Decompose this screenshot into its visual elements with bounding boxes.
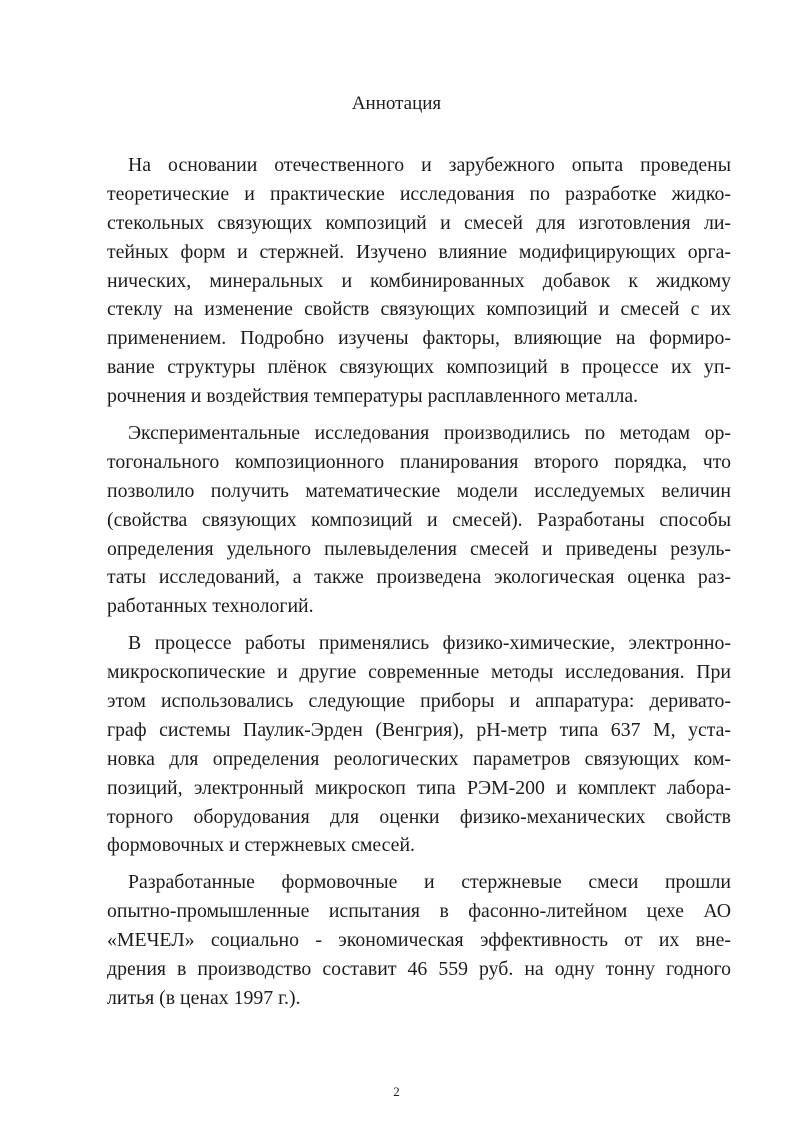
paragraph [107, 868, 731, 1012]
text-line: определения удельного пылевыделения смесей и приведены резуль- [107, 537, 731, 560]
text-line: граф системы Паулик-Эрден (Венгрия), рН-метр типа 637 М, уста- [107, 718, 731, 741]
text-line: вание структуры плёнок связующих композиций в процессе их уп- [107, 356, 731, 379]
text-line: тейных форм и стержней. Изучено влияние модифицирующих орга- [107, 240, 731, 263]
text-line: дрения в производство составит 46 559 руб. на одну тонну годного [107, 958, 731, 981]
text-line: микроскопические и другие современные методы исследования. При [107, 661, 731, 684]
text-line: Экспериментальные исследования производились по методам ор- [128, 422, 731, 445]
text-line: работанных технологий. [107, 595, 314, 618]
paragraph [107, 629, 731, 860]
text-line: формовочных и стержневых смесей. [107, 834, 415, 857]
text-line: этом использовались следующие приборы и аппаратура: деривато- [107, 690, 731, 713]
paragraph [107, 419, 731, 621]
text-line: нических, минеральных и комбинированных добавок к жидкому [107, 269, 731, 292]
text-line: литья (в ценах 1997 г.). [107, 986, 301, 1009]
text-line: позиций, электронный микроскоп типа РЭМ-200 и комплект лабора- [107, 776, 731, 799]
annotation-body [107, 151, 731, 1013]
text-line: В процессе работы применялись физико-химические, электронно- [128, 632, 731, 655]
page-title: Аннотация [351, 93, 442, 114]
paragraph [107, 151, 731, 411]
text-line: (свойства связующих композиций и смесей). Разработаны способы [107, 508, 731, 531]
text-line: теоретические и практические исследования по разработке жидко- [107, 182, 731, 205]
text-line: «МЕЧЕЛ» социально - экономическая эффективность от их вне- [107, 929, 731, 952]
text-line: стекольных связующих композиций и смесей для изготовления ли- [107, 211, 731, 234]
text-line: таты исследований, а также произведена экологическая оценка раз- [107, 566, 731, 589]
text-line: На основании отечественного и зарубежного опыта проведены [128, 154, 731, 176]
text-line: применением. Подробно изучены факторы, влияющие на формиро- [107, 327, 731, 350]
text-line: опытно-промышленные испытания в фасонно-литейном цехе АО [107, 900, 731, 923]
text-line: позволило получить математические модели исследуемых величин [107, 479, 731, 502]
page-number: 2 [393, 1084, 400, 1099]
text-line: Разработанные формовочные и стержневые смеси прошли [128, 871, 731, 894]
text-line: новка для определения реологических параметров связующих ком- [107, 747, 731, 770]
text-line: тогонального композиционного планирования второго порядка, что [107, 450, 731, 473]
text-line: торного оборудования для оценки физико-механических свойств [107, 805, 731, 828]
text-line: стеклу на изменение свойств связующих композиций и смесей с их [107, 298, 731, 321]
text-line: рочнения и воздействия температуры расплавленного металла. [107, 385, 639, 408]
